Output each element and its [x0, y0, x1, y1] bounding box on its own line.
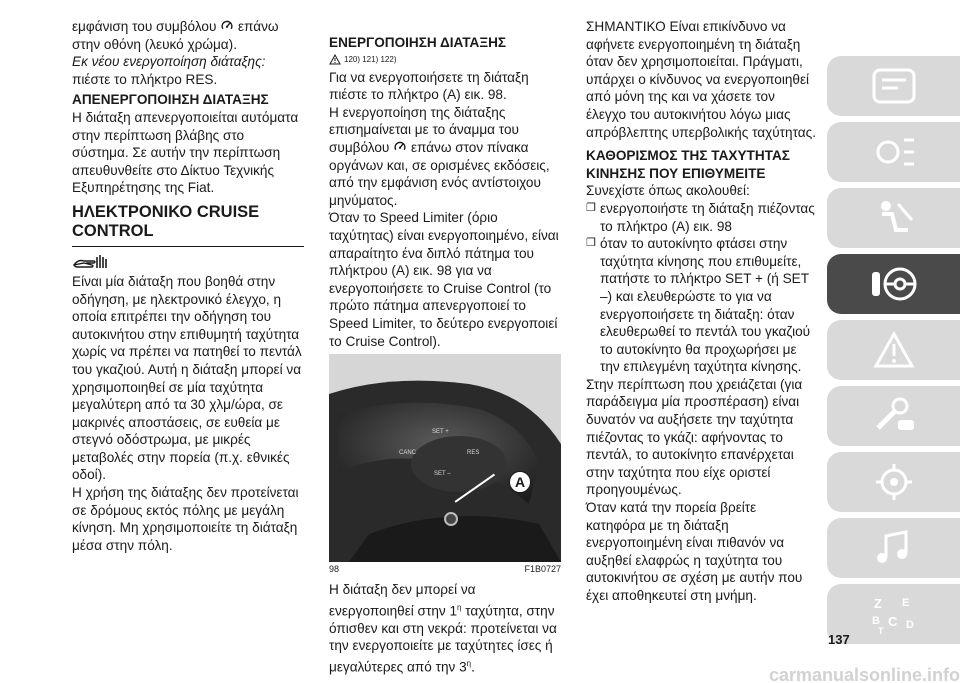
column-1 [72, 18, 304, 554]
tab-warning-lights[interactable] [827, 122, 960, 182]
watermark: carmanualsonline.info [768, 665, 960, 683]
paragraph: Όταν το Speed Limiter (όριο ταχύτητας) είναι ενεργοποιημένο, είναι απαραίτητο ένα διπλό πάτημα του πλήκτρου (A) εικ. 98 για να ενεργοποιήσετε το Cruise Control (το πρώτο πάτημα απενεργοποιεί το Speed Limiter, το δεύτερο ενεργοποιεί το Cruise Control). [329, 210, 559, 349]
figure-caption [329, 564, 561, 575]
alphabetical-index-icon [868, 592, 920, 636]
svg-text:D: D [905, 619, 914, 631]
set-plus-button-label: SET + [432, 429, 449, 436]
multimedia-icon [868, 526, 920, 570]
page-number: 137 [828, 632, 850, 647]
tab-multimedia[interactable] [827, 518, 960, 578]
list-item: ❐ ενεργοποιήστε τη διάταξη πιέζοντας το πλήκτρο (A) εικ. 98 [586, 200, 815, 234]
svg-text:B: B [871, 615, 880, 627]
tab-car-dashboard[interactable] [827, 56, 960, 116]
warning-triangle-icon [329, 54, 341, 65]
svg-text:E: E [901, 597, 909, 609]
figure-steering-wheel [329, 354, 561, 562]
paragraph: Η χρήση της διάταξης δεν προτείνεται σε δρόμους εκτός πόλης με μεγάλη κίνηση. Μη χρησιμοποιείτε τη διάταξη μέσα στην πόλη. [72, 485, 299, 553]
paragraph: Για να ενεργοποιήσετε τη διάταξη πιέστε το πλήκτρο (A) εικ. 98. [329, 69, 529, 103]
set-minus-button-label: SET – [434, 471, 451, 478]
paragraph: Η διάταξη απενεργοποιείται αυτόματα στην περίπτωση βλάβης στο σύστημα. Σε αυτήν την περίπτωση απευθυνθείτε στο Δίκτυο Τεχνικής Εξυπηρέτησης της Fiat. [72, 109, 299, 196]
tab-starting-driving[interactable] [827, 254, 960, 314]
technical-data-icon [868, 460, 920, 504]
cruise-control-icon [220, 19, 234, 33]
canc-button-label: CANC [399, 450, 417, 457]
italic-subheading: Εκ νέου ενεργοποίηση διάταξης: [72, 54, 266, 70]
svg-text:C: C [887, 614, 897, 629]
column-3 [586, 18, 818, 605]
warning-triangle-icon [868, 328, 920, 372]
cruise-button-a [444, 512, 458, 526]
warning-light-icon [868, 130, 920, 174]
svg-text:Z: Z [873, 596, 882, 611]
hand-note-icon [72, 253, 304, 271]
checkbox-bullet-icon: ❐ [586, 237, 596, 250]
figure-code: F1B0727 [524, 564, 561, 575]
res-button-label: RES [467, 450, 480, 457]
paragraph: Η διάταξη δεν μπορεί να ενεργοποιηθεί στην $1^\eta$ ταχύτητα, στην όπισθεν και στη νεκρά: προτείνεται να την ενεργοποιείτε με ταχύτητες ίσες ή μεγαλύτερες από την $3^\eta$. [329, 582, 557, 675]
section-heading: ΑΠΕΝΕΡΓΟΠΟΙΗΣΗ ΔΙΑΤΑΞΗΣ [72, 92, 269, 108]
paragraph: Η ενεργοποίηση της διάταξης επισημαίνεται με το άναμμα του συμβόλου επάνω στον πίνακα οργάνων και, σε ορισμένες εκδόσεις, από την εμφάνιση ενός αντίστοιχου μηνύματος. [329, 104, 550, 208]
paragraph: πιέστε το πλήκτρο RES. [72, 71, 218, 87]
seat-airbag-icon [868, 196, 920, 240]
checkbox-bullet-icon: ❐ [586, 201, 596, 214]
paragraph: Όταν κατά την πορεία βρείτε κατηφόρα με τη διάταξη ενεργοποιημένη είναι πιθανόν να αυξηθεί ελαφρώς η ταχύτητα του αυτοκινήτου σε σχέση με αυτήν που έχει αποθηκευτεί στη μνήμη. [586, 500, 803, 603]
list-item: ❐ όταν το αυτοκίνητο φτάσει στην ταχύτητα κίνησης που επιθυμείτε, πατήστε το πλήκτρο SET + (ή SET –) και ελευθερώστε το για να ενεργοποιήσετε τη διάταξη: όταν ελευθερωθεί το πεντάλ του γκαζιού το αυτοκίνητο θα προχωρήσει με την επιλεγμένη ταχύτητα κίνησης. [586, 236, 811, 375]
chapter-tabs [827, 0, 960, 683]
svg-text:T: T [877, 626, 883, 636]
key-steering-wheel-icon [868, 262, 920, 306]
warning-references: 120) 121) 122) [329, 54, 561, 66]
steering-wheel-illustration [329, 354, 561, 562]
paragraph: Είναι μία διάταξη που βοηθά στην οδήγηση, με ηλεκτρονικό έλεγχο, η οποία επιτρέπει την οδήγηση του αυτοκινήτου στην επιθυμητή ταχύτητα χωρίς να πρέπει να πατηθεί το πεντάλ του γκαζιού. Αυτή η διάταξη μπορεί να χρησιμοποιηθεί σε μία ταχύτητα μεγαλύτερη από τα 30 χλμ/ώρα, σε μακρινές αποστάσεις, σε ευθεία με στεγνό οδόστρωμα, με μικρές μεταβολές στην πορεία (π.χ. εθνικές οδοί). [72, 273, 302, 483]
car-dashboard-icon [868, 64, 920, 108]
tab-technical-data[interactable] [827, 452, 960, 512]
callout-a: A [509, 471, 531, 493]
column-2 [329, 18, 561, 676]
section-heading: ΕΝΕΡΓΟΠΟΙΗΣΗ ΔΙΑΤΑΞΗΣ [329, 35, 507, 50]
wrench-car-icon [868, 394, 920, 438]
paragraph: ΣΗΜΑΝΤΙΚΟ Είναι επικίνδυνο να αφήνετε ενεργοποιημένη τη διάταξη όταν δεν χρησιμοποιείται. Πράγματι, υπάρχει ο κίνδυνος να ενεργοποιηθεί από μόνη της και να χάσετε τον έλεγχο του αυτοκινήτου λόγω μιας απρόβλεπτης υπερβολικής ταχύτητας. [586, 19, 816, 140]
paragraph: Στην περίπτωση που χρειάζεται (για παράδειγμα μία προσπέραση) είναι δυνατόν να αυξήσετε την ταχύτητα πιέζοντας το γκάζι: αφήνοντας το πεντάλ, το αυτοκίνητο επανέρχεται στην ταχύτητα που είχε οριστεί προηγουμένως. [586, 376, 803, 498]
cruise-control-icon [393, 140, 407, 154]
paragraph: εμφάνιση του συμβόλου επάνω στην οθόνη (λευκό χρώμα). [72, 19, 279, 52]
hand-icon [72, 253, 108, 271]
figure-number: 98 [329, 564, 340, 575]
tab-safety[interactable] [827, 188, 960, 248]
tab-maintenance[interactable] [827, 386, 960, 446]
tab-emergency[interactable] [827, 320, 960, 380]
paragraph: Συνεχίστε όπως ακολουθεί: [586, 183, 750, 199]
chapter-heading: ΗΛΕΚΤΡΟΝΙΚΟ CRUISE CONTROL [72, 203, 304, 247]
section-heading: ΚΑΘΟΡΙΣΜΟΣ ΤΗΣ ΤΑΧΥΤΗΤΑΣ ΚΙΝΗΣΗΣ ΠΟΥ ΕΠΙΘΥΜΕΙΤΕ [586, 148, 790, 181]
